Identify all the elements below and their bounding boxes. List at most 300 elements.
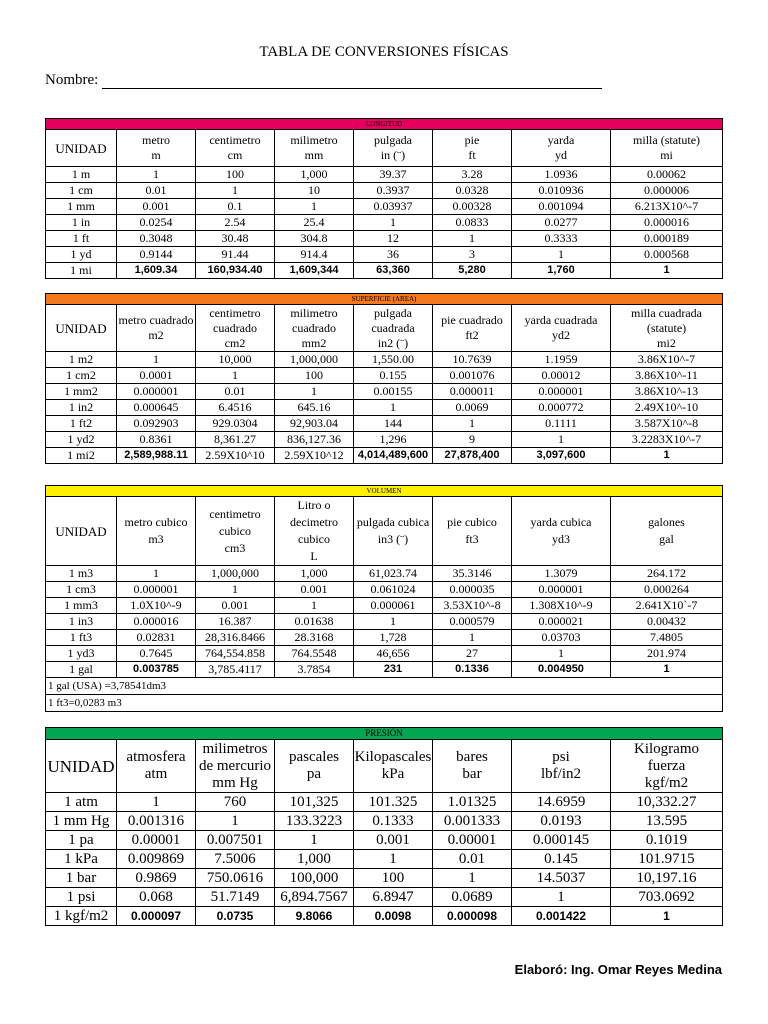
row-unit: 1 mi2 bbox=[46, 448, 117, 464]
table-cell: 1,728 bbox=[354, 630, 433, 646]
table-cell: 764.5548 bbox=[275, 646, 354, 662]
row-unit: 1 bar bbox=[46, 869, 117, 888]
row-unit: 1 yd bbox=[46, 247, 117, 263]
note-row bbox=[46, 695, 723, 712]
table-cell: 645.16 bbox=[275, 400, 354, 416]
table-cell: 144 bbox=[354, 416, 433, 432]
row-unit: 1 psi bbox=[46, 888, 117, 907]
table-cell: 0.000001 bbox=[117, 384, 196, 400]
table-cell: 6.4516 bbox=[196, 400, 275, 416]
table-cell: 1 bbox=[512, 432, 611, 448]
column-header: milimetro mm bbox=[275, 130, 354, 167]
row-unit: 1 ft2 bbox=[46, 416, 117, 432]
table-cell: 0.001316 bbox=[117, 812, 196, 831]
table-cell: 2,589,988.11 bbox=[117, 448, 196, 464]
table-cell: 0.0735 bbox=[196, 907, 275, 926]
table-cell: 1 bbox=[611, 448, 723, 464]
table-cell: 7.5006 bbox=[196, 850, 275, 869]
table-cell: 0.001 bbox=[354, 831, 433, 850]
table-cell: 304.8 bbox=[275, 231, 354, 247]
table-cell: 0.03937 bbox=[354, 199, 433, 215]
table-cell: 0.00432 bbox=[611, 614, 723, 630]
table-cell: 100 bbox=[275, 368, 354, 384]
column-header: milla (statute) mi bbox=[611, 130, 723, 167]
column-header: Kilogramo fuerza kgf/m2 bbox=[611, 740, 723, 793]
table-cell: 2.59X10^12 bbox=[275, 448, 354, 464]
table-cell: 0.1336 bbox=[433, 662, 512, 678]
table-cell: 0.0098 bbox=[354, 907, 433, 926]
table-cell: 929.0304 bbox=[196, 416, 275, 432]
column-header: yarda cuadrada yd2 bbox=[512, 305, 611, 352]
volumen-column-headers bbox=[46, 497, 723, 566]
table-cell: 101.9715 bbox=[611, 850, 723, 869]
table-cell: 63,360 bbox=[354, 263, 433, 279]
table-cell: 1 bbox=[512, 888, 611, 907]
table-cell: 0.9144 bbox=[117, 247, 196, 263]
table-cell: 1,760 bbox=[512, 263, 611, 279]
table-cell: 1,000,000 bbox=[196, 566, 275, 582]
table-cell: 0.061024 bbox=[354, 582, 433, 598]
table-cell: 1 bbox=[433, 416, 512, 432]
longitud-title-bar bbox=[46, 119, 723, 130]
row-unit: 1 m2 bbox=[46, 352, 117, 368]
table-cell: 914.4 bbox=[275, 247, 354, 263]
table-cell: 3.28 bbox=[433, 167, 512, 183]
volumen-title: VOLUMEN bbox=[46, 486, 723, 497]
table-cell: 1.1959 bbox=[512, 352, 611, 368]
table-cell: 1 bbox=[196, 582, 275, 598]
row-unit: 1 atm bbox=[46, 793, 117, 812]
table-cell: 1.3079 bbox=[512, 566, 611, 582]
row-unit: 1 mm2 bbox=[46, 384, 117, 400]
table-superficie bbox=[45, 293, 723, 464]
table-cell: 0.01 bbox=[117, 183, 196, 199]
note-text: 1 gal (USA) =3,78541dm3 bbox=[46, 678, 723, 695]
column-header: centimetro cubico cm3 bbox=[196, 497, 275, 566]
table-cell: 1 bbox=[117, 167, 196, 183]
table-cell: 0.0069 bbox=[433, 400, 512, 416]
column-header: psi lbf/in2 bbox=[512, 740, 611, 793]
table-cell: 0.155 bbox=[354, 368, 433, 384]
table-cell: 0.0254 bbox=[117, 215, 196, 231]
presion-title: PRESIÓN bbox=[46, 728, 723, 740]
table-cell: 760 bbox=[196, 793, 275, 812]
row-unit: 1 ft3 bbox=[46, 630, 117, 646]
superficie-title-bar bbox=[46, 294, 723, 305]
table-row bbox=[46, 183, 723, 199]
table-cell: 3,785.4117 bbox=[196, 662, 275, 678]
table-cell: 101.325 bbox=[354, 793, 433, 812]
table-cell: 35.3146 bbox=[433, 566, 512, 582]
table-cell: 0.0001 bbox=[117, 368, 196, 384]
table-cell: 0.8361 bbox=[117, 432, 196, 448]
table-cell: 1 bbox=[275, 384, 354, 400]
column-header: centimetro cm bbox=[196, 130, 275, 167]
table-cell: 0.000189 bbox=[611, 231, 723, 247]
table-cell: 0.007501 bbox=[196, 831, 275, 850]
row-unit: 1 gal bbox=[46, 662, 117, 678]
table-cell: 100,000 bbox=[275, 869, 354, 888]
column-header: metro cubico m3 bbox=[117, 497, 196, 566]
table-cell: 101,325 bbox=[275, 793, 354, 812]
table-cell: 100 bbox=[354, 869, 433, 888]
presion-title-bar bbox=[46, 728, 723, 740]
table-cell: 0.00062 bbox=[611, 167, 723, 183]
table-cell: 14.5037 bbox=[512, 869, 611, 888]
row-unit: 1 kgf/m2 bbox=[46, 907, 117, 926]
column-header: pie ft bbox=[433, 130, 512, 167]
table-cell: 1 bbox=[611, 907, 723, 926]
table-cell: 0.0193 bbox=[512, 812, 611, 831]
table-cell: 3.86X10^-13 bbox=[611, 384, 723, 400]
table-cell: 1,000 bbox=[275, 850, 354, 869]
column-header: pulgada cubica in3 (¨) bbox=[354, 497, 433, 566]
table-row bbox=[46, 831, 723, 850]
table-cell: 0.000021 bbox=[512, 614, 611, 630]
table-cell: 0.3333 bbox=[512, 231, 611, 247]
table-cell: 1 bbox=[611, 662, 723, 678]
row-unit: 1 m3 bbox=[46, 566, 117, 582]
table-cell: 1 bbox=[275, 598, 354, 614]
table-cell: 1 bbox=[117, 566, 196, 582]
table-cell: 0.00012 bbox=[512, 368, 611, 384]
table-cell: 92,903.04 bbox=[275, 416, 354, 432]
presion-column-headers bbox=[46, 740, 723, 793]
table-cell: 1,296 bbox=[354, 432, 433, 448]
table-row bbox=[46, 793, 723, 812]
table-cell: 30.48 bbox=[196, 231, 275, 247]
table-row bbox=[46, 566, 723, 582]
table-cell: 0.00001 bbox=[117, 831, 196, 850]
column-header: UNIDAD bbox=[46, 497, 117, 566]
table-cell: 2.59X10^10 bbox=[196, 448, 275, 464]
table-cell: 16.387 bbox=[196, 614, 275, 630]
table-cell: 13.595 bbox=[611, 812, 723, 831]
longitud-column-headers bbox=[46, 130, 723, 167]
row-unit: 1 pa bbox=[46, 831, 117, 850]
column-header: pulgada cuadrada in2 (¨) bbox=[354, 305, 433, 352]
table-cell: 46,656 bbox=[354, 646, 433, 662]
table-cell: 0.3937 bbox=[354, 183, 433, 199]
table-cell: 1 bbox=[354, 850, 433, 869]
nombre-field[interactable] bbox=[45, 72, 602, 89]
table-row bbox=[46, 582, 723, 598]
table-cell: 0.02831 bbox=[117, 630, 196, 646]
table-cell: 0.001 bbox=[117, 199, 196, 215]
table-cell: 1,000 bbox=[275, 566, 354, 582]
table-cell: 3.86X10^-11 bbox=[611, 368, 723, 384]
table-row bbox=[46, 432, 723, 448]
table-cell: 1 bbox=[433, 869, 512, 888]
row-unit: 1 mm3 bbox=[46, 598, 117, 614]
table-cell: 1 bbox=[512, 646, 611, 662]
row-unit: 1 in3 bbox=[46, 614, 117, 630]
table-cell: 14.6959 bbox=[512, 793, 611, 812]
note-row bbox=[46, 678, 723, 695]
table-cell: 10,000 bbox=[196, 352, 275, 368]
row-unit: 1 yd2 bbox=[46, 432, 117, 448]
column-header: pascales pa bbox=[275, 740, 354, 793]
table-cell: 0.000579 bbox=[433, 614, 512, 630]
table-cell: 1.0936 bbox=[512, 167, 611, 183]
note-text: 1 ft3=0,0283 m3 bbox=[46, 695, 723, 712]
table-cell: 0.004950 bbox=[512, 662, 611, 678]
table-cell: 0.0328 bbox=[433, 183, 512, 199]
table-cell: 0.3048 bbox=[117, 231, 196, 247]
table-cell: 0.001 bbox=[196, 598, 275, 614]
superficie-column-headers bbox=[46, 305, 723, 352]
author-credit: Elaboró: Ing. Omar Reyes Medina bbox=[514, 962, 722, 977]
table-cell: 2.641X10`-7 bbox=[611, 598, 723, 614]
table-cell: 1 bbox=[196, 183, 275, 199]
nombre-blank-line[interactable] bbox=[102, 74, 602, 89]
table-cell: 0.00155 bbox=[354, 384, 433, 400]
table-cell: 9 bbox=[433, 432, 512, 448]
table-cell: 0.001422 bbox=[512, 907, 611, 926]
row-unit: 1 mm bbox=[46, 199, 117, 215]
table-cell: 0.01638 bbox=[275, 614, 354, 630]
row-unit: 1 in2 bbox=[46, 400, 117, 416]
row-unit: 1 mi bbox=[46, 263, 117, 279]
volumen-title-bar bbox=[46, 486, 723, 497]
table-volumen bbox=[45, 485, 723, 712]
table-cell: 1,609.34 bbox=[117, 263, 196, 279]
table-cell: 133.3223 bbox=[275, 812, 354, 831]
table-presion bbox=[45, 727, 723, 926]
table-cell: 1,550.00 bbox=[354, 352, 433, 368]
nombre-label: Nombre: bbox=[45, 72, 99, 88]
table-cell: 10,197.16 bbox=[611, 869, 723, 888]
row-unit: 1 kPa bbox=[46, 850, 117, 869]
table-cell: 0.000011 bbox=[433, 384, 512, 400]
table-cell: 1,000,000 bbox=[275, 352, 354, 368]
table-cell: 12 bbox=[354, 231, 433, 247]
table-cell: 0.000016 bbox=[117, 614, 196, 630]
table-cell: 0.000061 bbox=[354, 598, 433, 614]
row-unit: 1 mm Hg bbox=[46, 812, 117, 831]
table-row bbox=[46, 907, 723, 926]
table-cell: 6,894.7567 bbox=[275, 888, 354, 907]
table-cell: 1.0X10^-9 bbox=[117, 598, 196, 614]
column-header: milimetro cuadrado mm2 bbox=[275, 305, 354, 352]
column-header: UNIDAD bbox=[46, 305, 117, 352]
row-unit: 1 ft bbox=[46, 231, 117, 247]
column-header: pie cuadrado ft2 bbox=[433, 305, 512, 352]
table-row bbox=[46, 352, 723, 368]
table-cell: 0.001 bbox=[275, 582, 354, 598]
column-header: centimetro cuadrado cm2 bbox=[196, 305, 275, 352]
table-cell: 6.8947 bbox=[354, 888, 433, 907]
table-cell: 0.1019 bbox=[611, 831, 723, 850]
table-cell: 1 bbox=[433, 630, 512, 646]
column-header: metro cuadrado m2 bbox=[117, 305, 196, 352]
table-cell: 201.974 bbox=[611, 646, 723, 662]
table-cell: 0.003785 bbox=[117, 662, 196, 678]
table-cell: 1 bbox=[196, 812, 275, 831]
table-cell: 836,127.36 bbox=[275, 432, 354, 448]
table-cell: 0.0689 bbox=[433, 888, 512, 907]
superficie-title: SUPERFICIE (AREA) bbox=[46, 294, 723, 305]
table-cell: 2.49X10^-10 bbox=[611, 400, 723, 416]
table-cell: 27,878,400 bbox=[433, 448, 512, 464]
table-cell: 764,554.858 bbox=[196, 646, 275, 662]
table-longitud bbox=[45, 118, 723, 279]
table-row bbox=[46, 630, 723, 646]
table-cell: 1,609,344 bbox=[275, 263, 354, 279]
table-cell: 9.8066 bbox=[275, 907, 354, 926]
table-row bbox=[46, 869, 723, 888]
table-cell: 3.587X10^-8 bbox=[611, 416, 723, 432]
table-cell: 703.0692 bbox=[611, 888, 723, 907]
table-cell: 61,023.74 bbox=[354, 566, 433, 582]
table-row bbox=[46, 598, 723, 614]
table-cell: 8,361.27 bbox=[196, 432, 275, 448]
row-unit: 1 cm bbox=[46, 183, 117, 199]
table-cell: 0.000035 bbox=[433, 582, 512, 598]
table-cell: 0.000568 bbox=[611, 247, 723, 263]
table-cell: 0.03703 bbox=[512, 630, 611, 646]
table-cell: 5,280 bbox=[433, 263, 512, 279]
table-cell: 0.000001 bbox=[117, 582, 196, 598]
table-cell: 0.001333 bbox=[433, 812, 512, 831]
table-cell: 39.37 bbox=[354, 167, 433, 183]
table-cell: 0.000264 bbox=[611, 582, 723, 598]
longitud-title: LONGITUD bbox=[46, 119, 723, 130]
table-cell: 0.1333 bbox=[354, 812, 433, 831]
table-cell: 0.00328 bbox=[433, 199, 512, 215]
table-cell: 0.0833 bbox=[433, 215, 512, 231]
table-cell: 0.001076 bbox=[433, 368, 512, 384]
table-cell: 0.1 bbox=[196, 199, 275, 215]
table-row bbox=[46, 416, 723, 432]
table-cell: 51.7149 bbox=[196, 888, 275, 907]
table-cell: 0.000097 bbox=[117, 907, 196, 926]
table-row bbox=[46, 646, 723, 662]
table-row bbox=[46, 167, 723, 183]
table-cell: 1 bbox=[275, 199, 354, 215]
row-unit: 1 in bbox=[46, 215, 117, 231]
table-cell: 3.7854 bbox=[275, 662, 354, 678]
page-title: TABLA DE CONVERSIONES FÍSICAS bbox=[259, 44, 509, 60]
table-cell: 25.4 bbox=[275, 215, 354, 231]
column-header: atmosfera atm bbox=[117, 740, 196, 793]
table-cell: 0.000098 bbox=[433, 907, 512, 926]
table-cell: 36 bbox=[354, 247, 433, 263]
table-cell: 0.0277 bbox=[512, 215, 611, 231]
table-cell: 1.01325 bbox=[433, 793, 512, 812]
table-cell: 1.308X10^-9 bbox=[512, 598, 611, 614]
table-cell: 0.000001 bbox=[512, 384, 611, 400]
table-cell: 0.000645 bbox=[117, 400, 196, 416]
table-cell: 0.9869 bbox=[117, 869, 196, 888]
table-cell: 100 bbox=[196, 167, 275, 183]
table-row bbox=[46, 215, 723, 231]
table-cell: 0.01 bbox=[196, 384, 275, 400]
table-cell: 27 bbox=[433, 646, 512, 662]
table-row bbox=[46, 888, 723, 907]
table-cell: 0.092903 bbox=[117, 416, 196, 432]
table-cell: 0.009869 bbox=[117, 850, 196, 869]
table-row bbox=[46, 850, 723, 869]
table-cell: 160,934.40 bbox=[196, 263, 275, 279]
table-cell: 231 bbox=[354, 662, 433, 678]
table-row bbox=[46, 400, 723, 416]
table-cell: 28.3168 bbox=[275, 630, 354, 646]
table-cell: 1 bbox=[611, 263, 723, 279]
table-cell: 7.4805 bbox=[611, 630, 723, 646]
table-row bbox=[46, 199, 723, 215]
table-cell: 0.000006 bbox=[611, 183, 723, 199]
row-unit: 1 cm3 bbox=[46, 582, 117, 598]
table-cell: 0.000772 bbox=[512, 400, 611, 416]
table-cell: 1 bbox=[117, 793, 196, 812]
table-cell: 264.172 bbox=[611, 566, 723, 582]
table-cell: 10 bbox=[275, 183, 354, 199]
column-header: milla cuadrada (statute) mi2 bbox=[611, 305, 723, 352]
table-row bbox=[46, 231, 723, 247]
table-cell: 1 bbox=[354, 614, 433, 630]
table-cell: 6.213X10^-7 bbox=[611, 199, 723, 215]
row-unit: 1 m bbox=[46, 167, 117, 183]
table-cell: 1,000 bbox=[275, 167, 354, 183]
table-cell: 0.000016 bbox=[611, 215, 723, 231]
column-header: pulgada in (¨) bbox=[354, 130, 433, 167]
table-cell: 3 bbox=[433, 247, 512, 263]
column-header: yarda yd bbox=[512, 130, 611, 167]
table-cell: 3.2283X10^-7 bbox=[611, 432, 723, 448]
table-row bbox=[46, 263, 723, 279]
table-cell: 1 bbox=[275, 831, 354, 850]
table-cell: 0.01 bbox=[433, 850, 512, 869]
table-cell: 0.000145 bbox=[512, 831, 611, 850]
table-cell: 1 bbox=[354, 400, 433, 416]
table-row bbox=[46, 384, 723, 400]
table-cell: 4,014,489,600 bbox=[354, 448, 433, 464]
table-row bbox=[46, 448, 723, 464]
table-cell: 1 bbox=[433, 231, 512, 247]
table-cell: 28,316.8466 bbox=[196, 630, 275, 646]
table-cell: 3.86X10^-7 bbox=[611, 352, 723, 368]
table-cell: 0.010936 bbox=[512, 183, 611, 199]
column-header: UNIDAD bbox=[46, 740, 117, 793]
table-cell: 0.7645 bbox=[117, 646, 196, 662]
table-cell: 0.1111 bbox=[512, 416, 611, 432]
table-cell: 1 bbox=[117, 352, 196, 368]
table-cell: 3,097,600 bbox=[512, 448, 611, 464]
table-row bbox=[46, 812, 723, 831]
column-header: yarda cubica yd3 bbox=[512, 497, 611, 566]
column-header: UNIDAD bbox=[46, 130, 117, 167]
table-cell: 0.00001 bbox=[433, 831, 512, 850]
table-cell: 91.44 bbox=[196, 247, 275, 263]
row-unit: 1 cm2 bbox=[46, 368, 117, 384]
column-header: Kilopascales kPa bbox=[354, 740, 433, 793]
table-cell: 1 bbox=[354, 215, 433, 231]
table-row bbox=[46, 368, 723, 384]
table-cell: 10.7639 bbox=[433, 352, 512, 368]
table-cell: 0.068 bbox=[117, 888, 196, 907]
column-header: galones gal bbox=[611, 497, 723, 566]
table-cell: 0.001094 bbox=[512, 199, 611, 215]
row-unit: 1 yd3 bbox=[46, 646, 117, 662]
table-cell: 2.54 bbox=[196, 215, 275, 231]
column-header: milimetros de mercurio mm Hg bbox=[196, 740, 275, 793]
table-row bbox=[46, 662, 723, 678]
table-cell: 1 bbox=[512, 247, 611, 263]
table-cell: 750.0616 bbox=[196, 869, 275, 888]
table-row bbox=[46, 247, 723, 263]
table-cell: 0.145 bbox=[512, 850, 611, 869]
